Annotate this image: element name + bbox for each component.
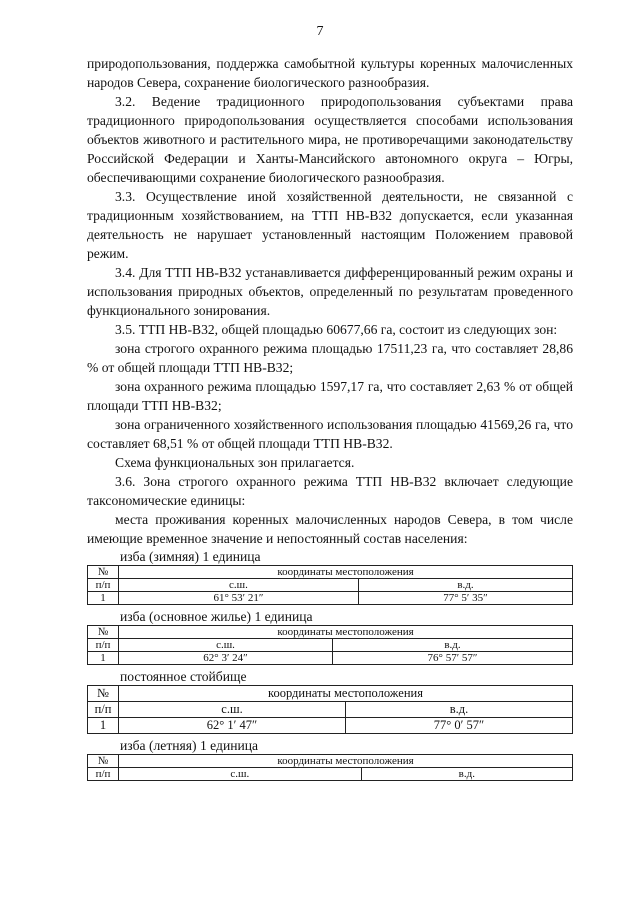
document-body [87,54,573,785]
row-number: 1 [88,652,119,665]
col-number-header: № [88,755,119,768]
coords-header: координаты местоположения [119,686,573,702]
lon-header: в.д. [345,702,572,718]
table-caption: постоянное стойбище [120,669,247,684]
paragraph: зона ограниченного хозяйственного использования площадью 41569,26 га, что составляет 68,51 % от общей площади ТТП НВ-В32. [87,417,573,451]
lon-header: в.д. [333,639,573,652]
lon-header: в.д. [358,579,572,592]
table-caption: изба (основное жилье) 1 единица [120,609,313,624]
latitude-cell: 62° 1′ 47″ [119,718,346,734]
paragraph: 3.3. Осуществление иной хозяйственной деятельности, не связанной с традиционным хозяйствованием, на ТТП НВ-В32 допускается, если указанная деятельность не нарушает установленный настоящим Положением правовой режим. [87,189,573,261]
col-number-header: № [88,686,119,702]
page-number: 7 [316,24,324,39]
paragraph: зона строгого охранного режима площадью 17511,23 га, что составляет 28,86 % от общей площади ТТП НВ-В32; [87,341,573,375]
col-pp-header: п/п [88,768,119,781]
paragraph: природопользования, поддержка самобытной культуры коренных малочисленных народов Севера, сохранение биологического разнообразия. [87,56,573,90]
row-number: 1 [88,592,119,605]
paragraph: 3.4. Для ТТП НВ-В32 устанавливается дифференцированный режим охраны и использования природных объектов, определенный по результатам проведенного функционального зонирования. [87,265,573,318]
coords-header: координаты местоположения [119,626,573,639]
paragraph: 3.5. ТТП НВ-В32, общей площадью 60677,66 га, состоит из следующих зон: [115,322,558,337]
coordinates-table [87,685,573,734]
table-caption: изба (зимняя) 1 единица [120,549,261,564]
paragraph: места проживания коренных малочисленных народов Севера, в том числе имеющие временное значение и непостоянный состав населения: [87,512,573,546]
paragraph: Схема функциональных зон прилагается. [115,455,355,470]
latitude-cell: 61° 53′ 21″ [119,592,359,605]
paragraph: зона охранного режима площадью 1597,17 га, что составляет 2,63 % от общей площади ТТП НВ-В32; [87,379,573,413]
table-row [88,652,573,665]
col-pp-header: п/п [88,639,119,652]
coords-header: координаты местоположения [119,566,573,579]
lat-header: с.ш. [119,702,346,718]
row-number: 1 [88,718,119,734]
longitude-cell: 77° 5′ 35″ [358,592,572,605]
coordinates-table [87,565,573,605]
longitude-cell: 76° 57′ 57″ [333,652,573,665]
paragraph: 3.2. Ведение традиционного природопользования субъектами права традиционного природопользования осуществляется способами использования объектов животного и растительного мира, не противоречащими законодательству Российской Федерации и Ханты-Мансийского автономного округа – Югры, обеспечивающими сохранение биологического разнообразия. [87,94,573,185]
coordinates-table [87,754,573,781]
longitude-cell: 77° 0′ 57″ [345,718,572,734]
lat-header: с.ш. [119,639,333,652]
col-number-header: № [88,626,119,639]
col-pp-header: п/п [88,579,119,592]
coords-header: координаты местоположения [119,755,573,768]
table-row [88,718,573,734]
paragraph: 3.6. Зона строгого охранного режима ТТП НВ-В32 включает следующие таксономические единицы: [87,474,573,508]
col-pp-header: п/п [88,702,119,718]
latitude-cell: 62° 3′ 24″ [119,652,333,665]
lon-header: в.д. [361,768,572,781]
table-row [88,592,573,605]
coordinates-table [87,625,573,665]
col-number-header: № [88,566,119,579]
lat-header: с.ш. [119,768,362,781]
lat-header: с.ш. [119,579,359,592]
table-caption: изба (летняя) 1 единица [120,738,259,753]
